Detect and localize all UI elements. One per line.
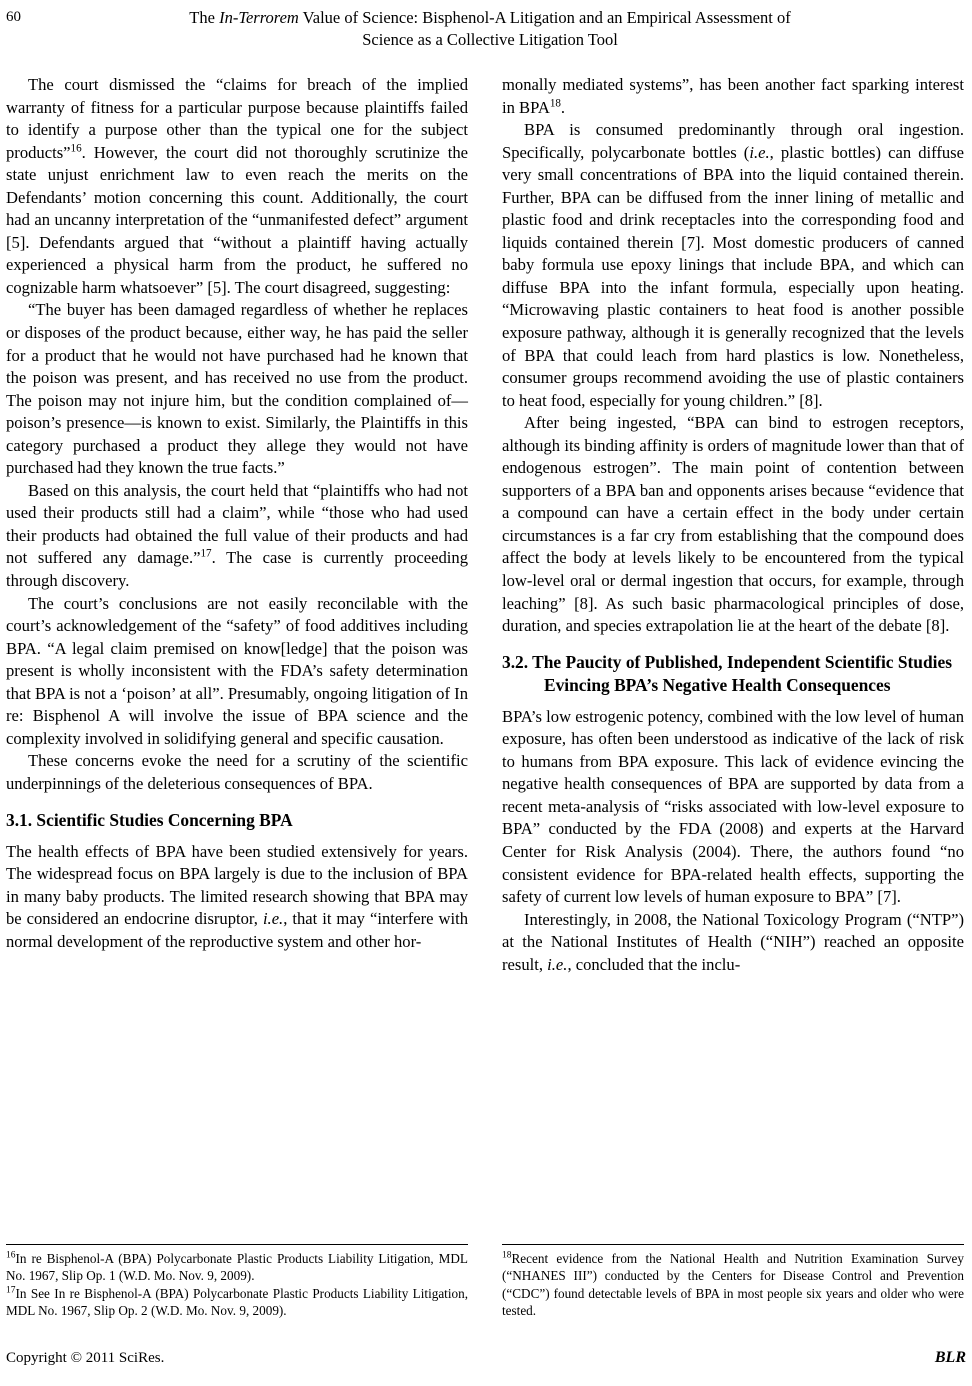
running-head-prefix: The — [189, 8, 220, 27]
paragraph-right-2-b: , plastic bottles) can diffuse very small concentrations of BPA into the liquid contained therein. Further, BPA can be diffused from the inner lining of metallic and plastic food and drink receptacles into the corresponding food and liquids contained therein [7]. Most domestic producers of canned baby formula use epoxy linings that include BPA, and which can diffuse BPA into the infant formula, especially upon heating. “Microwaving plastic containers to heat food is another possible exposure pathway, although it is generally recognized that the levels of BPA that could leach from hard plastics is low. Nonetheless, consumer groups recommend avoiding the use of plastic containers to heat food, especially for young children.” [8]. — [502, 142, 965, 410]
paragraph-left-3-cont: . The case is currently proceeding through discovery. — [6, 548, 468, 591]
paragraph-right-1-cont: . — [560, 97, 566, 117]
paragraph-left-6-a: The health effects of BPA have been studied extensively for years. The widespread focus on BPA largely is due to the inclusion of BPA in many baby products. The limited research showing that BPA may be considered an endocrine disruptor, — [6, 841, 468, 929]
paragraph-right-5-a: Interestingly, in 2008, the National Toxicology Program (“NTP”) at the National Institutes of Health (“NIH”) reached an opposite result, — [502, 909, 964, 974]
footnote-ref-16[interactable]: 16 — [70, 142, 82, 155]
footnote-separator-rule-left — [6, 1244, 468, 1245]
paragraph-left-3 — [6, 480, 468, 593]
paragraph-right-1-text: monally mediated systems”, has been another fact sparking interest in BPA — [502, 75, 964, 117]
running-head-line2: Science as a Collective Litigation Tool — [362, 30, 618, 49]
running-head — [0, 4, 972, 52]
footnotes-left — [6, 1244, 468, 1320]
running-head-title — [120, 7, 860, 51]
footnote-ref-17[interactable]: 17 — [200, 547, 212, 560]
journal-abbreviation: BLR — [934, 1349, 966, 1366]
paragraph-left-1-cont: . However, the court did not thoroughly scrutinize the state unjust enrichment law to even reach the merits on the Defendants’ motion concerning this count. Additionally, the court had an uncanny interpretation of the “unmanifested defect” argument [5]. Defendants argued that “without a plaintiff having actually experienced a physical harm from the product, he suffered no cognizable harm whatsoever” [5]. The court disagreed, suggesting: — [6, 142, 468, 297]
body-column-right — [502, 74, 964, 976]
paragraph-left-6-italic: i.e. — [262, 909, 284, 929]
footnote-marker-18: 18 — [502, 1250, 512, 1261]
paragraph-right-5 — [502, 909, 964, 977]
paragraph-left-1-text: The court dismissed the “claims for breach of the implied warranty of fitness for a particular purpose because plaintiffs failed to identify a purpose other than the typical one for the subject products” — [6, 75, 468, 162]
paragraph-right-2 — [502, 119, 964, 412]
footnote-marker-17: 17 — [6, 1285, 16, 1296]
paragraph-right-2-a: BPA is consumed predominantly through oral ingestion. Specifically, polycarbonate bottles ( — [502, 120, 964, 162]
running-head-suffix: Value of Science: Bisphenol-A Litigation and an Empirical Assessment of — [298, 8, 791, 27]
footnote-text-17: In See In re Bisphenol-A (BPA) Polycarbonate Plastic Products Liability Litigation, MDL No. 1967, Slip Op. 2 (W.D. Mo. Nov. 9, 2009). — [6, 1285, 468, 1319]
footnotes-right — [502, 1244, 964, 1320]
paragraph-left-1 — [6, 74, 468, 299]
copyright-notice: Copyright © 2011 SciRes. — [6, 1350, 165, 1366]
page-footer — [6, 1348, 966, 1368]
paragraph-left-2-blockquote: “The buyer has been damaged regardless of whether he replaces or disposes of the product because, either way, he has paid the seller for a product that he would not have purchased had he known that the poison was present, and has received no use from the product. The poison may not injure him, but the condition complained of—poison’s presence—is known to exist. Similarly, the Plaintiffs in this category purchased a product they allege they would not have purchased had they known the true facts.” — [6, 300, 468, 478]
paragraph-left-4: The court’s conclusions are not easily reconcilable with the court’s acknowledgement of the “safety” of food additives including BPA. “A legal claim premised on know[ledge] that the poison was present is wholly inconsistent with the FDA’s safety determination that BPA is not a ‘poison’ at all”. Presumably, ongoing litigation of In re: Bisphenol A will involve the issue of BPA science and the complexity involved in solidifying general and specific causation. — [6, 593, 468, 748]
paragraph-left-5: These concerns evoke the need for a scrutiny of the scientific underpinnings of the deleterious consequences of BPA. — [6, 751, 468, 793]
running-head-italic-term: In-Terrorem — [219, 8, 299, 27]
footnote-text-18: Recent evidence from the National Health and Nutrition Examination Survey (“NHANES III”) conducted by the Centers for Disease Control and Prevention (“CDC”) found detectable levels of BPA in most people six years and older who were tested. — [502, 1251, 964, 1319]
paragraph-left-6 — [6, 841, 468, 954]
paragraph-right-5-italic: i.e. — [547, 954, 568, 974]
paragraph-right-5-b: , concluded that the inclu- — [567, 954, 741, 974]
paragraph-left-3-text: Based on this analysis, the court held that “plaintiffs who had not used their products still had a claim”, while “those who had used their products had obtained the full value of their products and had not suffered any damage.” — [6, 480, 468, 568]
section-heading-3-1: 3.1. Scientific Studies Concerning BPA — [6, 809, 293, 830]
footnote-item — [502, 1250, 964, 1320]
footnote-marker-16: 16 — [6, 1250, 16, 1261]
footnote-ref-18[interactable]: 18 — [549, 97, 561, 110]
footnote-item — [6, 1285, 468, 1320]
paragraph-right-4: BPA’s low estrogenic potency, combined with the low level of human exposure, has often been understood as indicative of the lack of risk to humans from BPA exposure. This lack of evidence evincing the negative health consequences of BPA are supported by data from a recent meta-analysis of “risks associated with low-level exposure to BPA” conducted by the FDA (2008) and experts at the Harvard Center for Risk Analysis (2004). There, the authors found “no consistent evidence for BPA-related health effects, supporting the safety of current low levels of human exposure to BPA” [7]. — [502, 706, 964, 907]
paragraph-right-2-italic: i.e. — [749, 142, 770, 162]
paragraph-left-6-b: , that it may “interfere with normal development of the reproductive system and other hor- — [6, 909, 469, 951]
paragraph-right-1 — [502, 74, 964, 119]
footnote-text-16: In re Bisphenol-A (BPA) Polycarbonate Plastic Products Liability Litigation, MDL No. 1967, Slip Op. 1 (W.D. Mo. Nov. 9, 2009). — [6, 1251, 468, 1284]
footnote-separator-rule-right — [502, 1244, 964, 1245]
footnote-item — [6, 1250, 468, 1285]
section-heading-3-2: 3.2. The Paucity of Published, Independent Scientific Studies Evincing BPA’s Negative Health Consequences — [502, 651, 952, 695]
page-number: 60 — [6, 9, 21, 25]
body-column-left — [6, 74, 468, 953]
paragraph-right-3: After being ingested, “BPA can bind to estrogen receptors, although its binding affinity is orders of magnitude lower than that of endogenous estrogen”. The main point of contention between supporters of a BPA ban and opponents arises because “evidence that a compound can have a certain effect in the body under certain circumstances is a far cry from establishing that the compound does affect the body at levels likely to be encountered from the typical low-level oral or dermal ingestion that occurs, for example, through leaching” [8]. As such basic pharmacological principles of dose, duration, and species extrapolation lie at the heart of the debate [8]. — [502, 413, 964, 636]
